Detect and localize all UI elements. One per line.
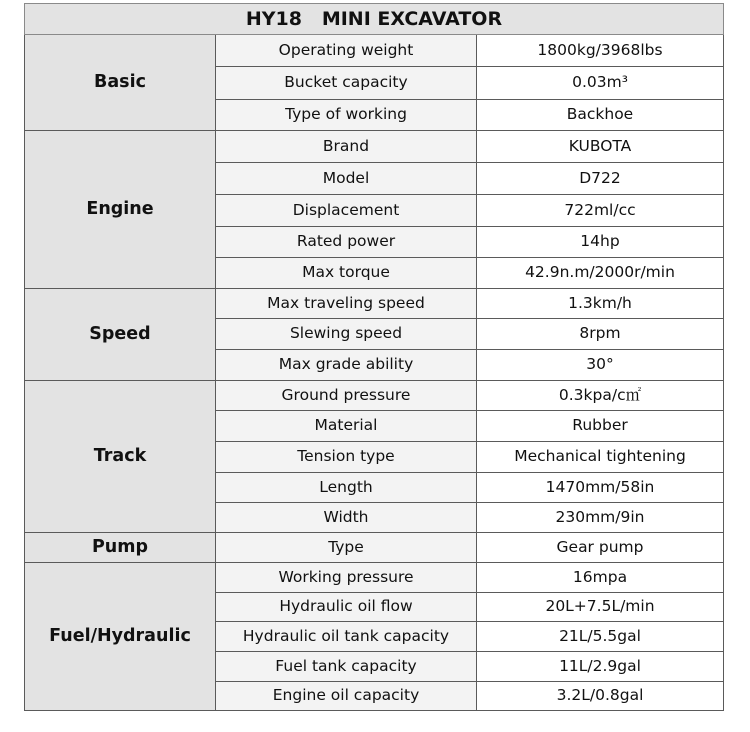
parameter-name: Max traveling speed (216, 289, 477, 319)
parameter-value: KUBOTA (477, 131, 724, 163)
parameter-name: Displacement (216, 195, 477, 227)
table-row (25, 289, 724, 319)
parameter-name: Type of working (216, 100, 477, 131)
parameter-value: 21L/5.5gal (477, 622, 724, 652)
parameter-value: 30° (477, 350, 724, 381)
parameter-name: Fuel tank capacity (216, 652, 477, 682)
parameter-value: 1.3km/h (477, 289, 724, 319)
parameter-value: 1470mm/58in (477, 473, 724, 503)
parameter-value: 3.2L/0.8gal (477, 682, 724, 711)
table-title: HY18 MINI EXCAVATOR (25, 4, 724, 35)
parameter-name: Operating weight (216, 35, 477, 67)
section-label: Fuel/Hydraulic (25, 563, 216, 711)
section-label: Track (25, 381, 216, 533)
parameter-value: 14hp (477, 227, 724, 258)
table-row (25, 131, 724, 163)
parameter-name: Material (216, 411, 477, 442)
table-row (25, 35, 724, 67)
table-row (25, 563, 724, 593)
parameter-name: Brand (216, 131, 477, 163)
parameter-value: Gear pump (477, 533, 724, 563)
title-row (25, 4, 724, 35)
parameter-value: 722ml/cc (477, 195, 724, 227)
parameter-value: 11L/2.9gal (477, 652, 724, 682)
parameter-value: 0.3kpa/c㎡ (477, 381, 724, 411)
parameter-value: Backhoe (477, 100, 724, 131)
parameter-value: 0.03m³ (477, 67, 724, 100)
parameter-name: Type (216, 533, 477, 563)
parameter-name: Working pressure (216, 563, 477, 593)
section-label: Pump (25, 533, 216, 563)
parameter-name: Length (216, 473, 477, 503)
parameter-name: Max grade ability (216, 350, 477, 381)
parameter-name: Hydraulic oil flow (216, 593, 477, 622)
section-label: Speed (25, 289, 216, 381)
parameter-name: Rated power (216, 227, 477, 258)
parameter-value: 42.9n.m/2000r/min (477, 258, 724, 289)
parameter-value: D722 (477, 163, 724, 195)
parameter-name: Slewing speed (216, 319, 477, 350)
parameter-name: Width (216, 503, 477, 533)
table-row (25, 381, 724, 411)
parameter-name: Hydraulic oil tank capacity (216, 622, 477, 652)
parameter-name: Model (216, 163, 477, 195)
parameter-name: Engine oil capacity (216, 682, 477, 711)
parameter-value: 230mm/9in (477, 503, 724, 533)
parameter-name: Tension type (216, 442, 477, 473)
parameter-value: 16mpa (477, 563, 724, 593)
section-label: Basic (25, 35, 216, 131)
parameter-name: Bucket capacity (216, 67, 477, 100)
parameter-value: Rubber (477, 411, 724, 442)
parameter-value: 20L+7.5L/min (477, 593, 724, 622)
parameter-name: Max torque (216, 258, 477, 289)
parameter-value: Mechanical tightening (477, 442, 724, 473)
spec-table (24, 3, 724, 711)
table-row (25, 533, 724, 563)
section-label: Engine (25, 131, 216, 289)
parameter-value: 1800kg/3968lbs (477, 35, 724, 67)
parameter-name: Ground pressure (216, 381, 477, 411)
parameter-value: 8rpm (477, 319, 724, 350)
